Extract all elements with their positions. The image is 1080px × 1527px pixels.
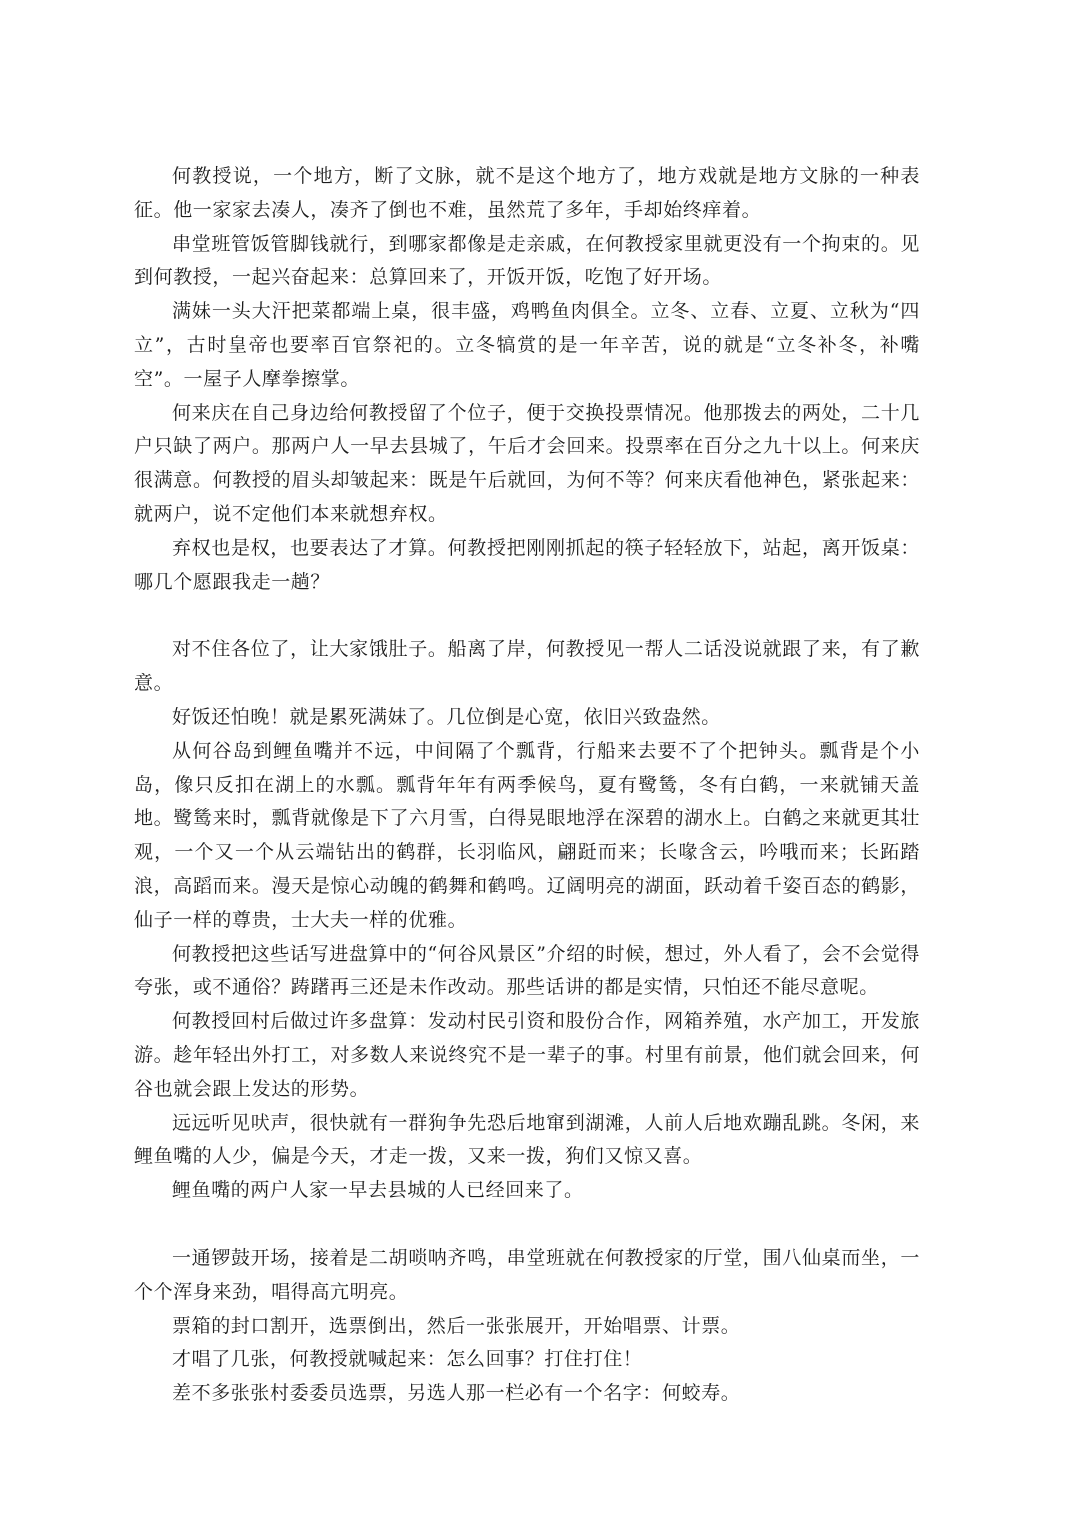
paragraph: 一通锣鼓开场，接着是二胡唢呐齐鸣，串堂班就在何教授家的厅堂，围八仙桌而坐，一个个浑身来劲，唱得高亢明亮。 xyxy=(134,1246,920,1303)
paragraph: 鲤鱼嘴的两户人家一早去县城的人已经回来了。 xyxy=(172,1179,584,1202)
paragraph: 从何谷岛到鲤鱼嘴并不远，中间隔了个瓢背，行船来去要不了个把钟头。瓢背是个小岛，像只反扣在湖上的水瓢。瓢背年年有两季候鸟，夏有鹭鸶，冬有白鹤，一来就铺天盖地。鹭鸶来时，瓢背就像是下了六月雪，白得晃眼地浮在深碧的湖水上。白鹤之来就更其壮观，一个又一个从云端钻出的鹤群，长羽临风，翩跹而来；长喙含云，吟哦而来；长跖踏浪，高蹈而来。漫天是惊心动魄的鹤舞和鹤鸣。辽阔明亮的湖面，跃动着千姿百态的鹤影，仙子一样的尊贵，士大夫一样的优雅。 xyxy=(134,739,920,931)
paragraph: 才唱了几张，何教授就喊起来：怎么回事？打住打住！ xyxy=(172,1348,643,1371)
section-1 xyxy=(134,160,920,599)
paragraph: 串堂班管饭管脚钱就行，到哪家都像是走亲戚，在何教授家里就更没有一个拘束的。见到何教授，一起兴奋起来：总算回来了，开饭开饭，吃饱了好开场。 xyxy=(134,232,920,289)
section-3 xyxy=(134,1242,920,1411)
paragraph: 票箱的封口割开，选票倒出，然后一张张展开，开始唱票、计票。 xyxy=(172,1314,741,1337)
paragraph: 何教授回村后做过许多盘算：发动村民引资和股份合作，网箱养殖，水产加工，开发旅游。趁年轻出外打工，对多数人来说终究不是一辈子的事。村里有前景，他们就会回来，何谷也就会跟上发达的形势。 xyxy=(134,1010,920,1100)
paragraph: 好饭还怕晚！就是累死满妹了。几位倒是心宽，依旧兴致盎然。 xyxy=(172,705,721,728)
paragraph: 何教授把这些话写进盘算中的“何谷风景区”介绍的时候，想过，外人看了，会不会觉得夸张，或不通俗？踌躇再三还是未作改动。那些话讲的都是实情，只怕还不能尽意呢。 xyxy=(134,942,920,999)
text-column xyxy=(134,160,920,1411)
paragraph: 差不多张张村委委员选票，另选人那一栏必有一个名字：何蛟寿。 xyxy=(172,1382,741,1405)
paragraph: 何教授说，一个地方，断了文脉，就不是这个地方了，地方戏就是地方文脉的一种表征。他一家家去凑人，凑齐了倒也不难，虽然荒了多年，手却始终痒着。 xyxy=(134,165,920,221)
paragraph: 远远听见吠声，很快就有一群狗争先恐后地窜到湖滩，人前人后地欢蹦乱跳。冬闲，来鲤鱼嘴的人少，偏是今天，才走一拨，又来一拨，狗们又惊又喜。 xyxy=(134,1111,920,1168)
paragraph: 对不住各位了，让大家饿肚子。船离了岸，何教授见一帮人二话没说就跟了来，有了歉意。 xyxy=(134,638,920,695)
paragraph: 满妹一头大汗把菜都端上桌，很丰盛，鸡鸭鱼肉俱全。立冬、立春、立夏、立秋为“四立”，古时皇帝也要率百官祭祀的。立冬犒赏的是一年辛苦，说的就是“立冬补冬，补嘴空”。一屋子人摩拳擦掌。 xyxy=(134,300,920,390)
paragraph: 何来庆在自己身边给何教授留了个位子，便于交换投票情况。他那拨去的两处，二十几户只缺了两户。那两户人一早去县城了，午后才会回来。投票率在百分之九十以上。何来庆很满意。何教授的眉头却皱起来：既是午后就回，为何不等？何来庆看他神色，紧张起来：就两户，说不定他们本来就想弃权。 xyxy=(134,401,920,525)
paragraph: 弃权也是权，也要表达了才算。何教授把刚刚抓起的筷子轻轻放下，站起，离开饭桌：哪几个愿跟我走一趟？ xyxy=(134,536,920,593)
section-2 xyxy=(134,633,920,1208)
